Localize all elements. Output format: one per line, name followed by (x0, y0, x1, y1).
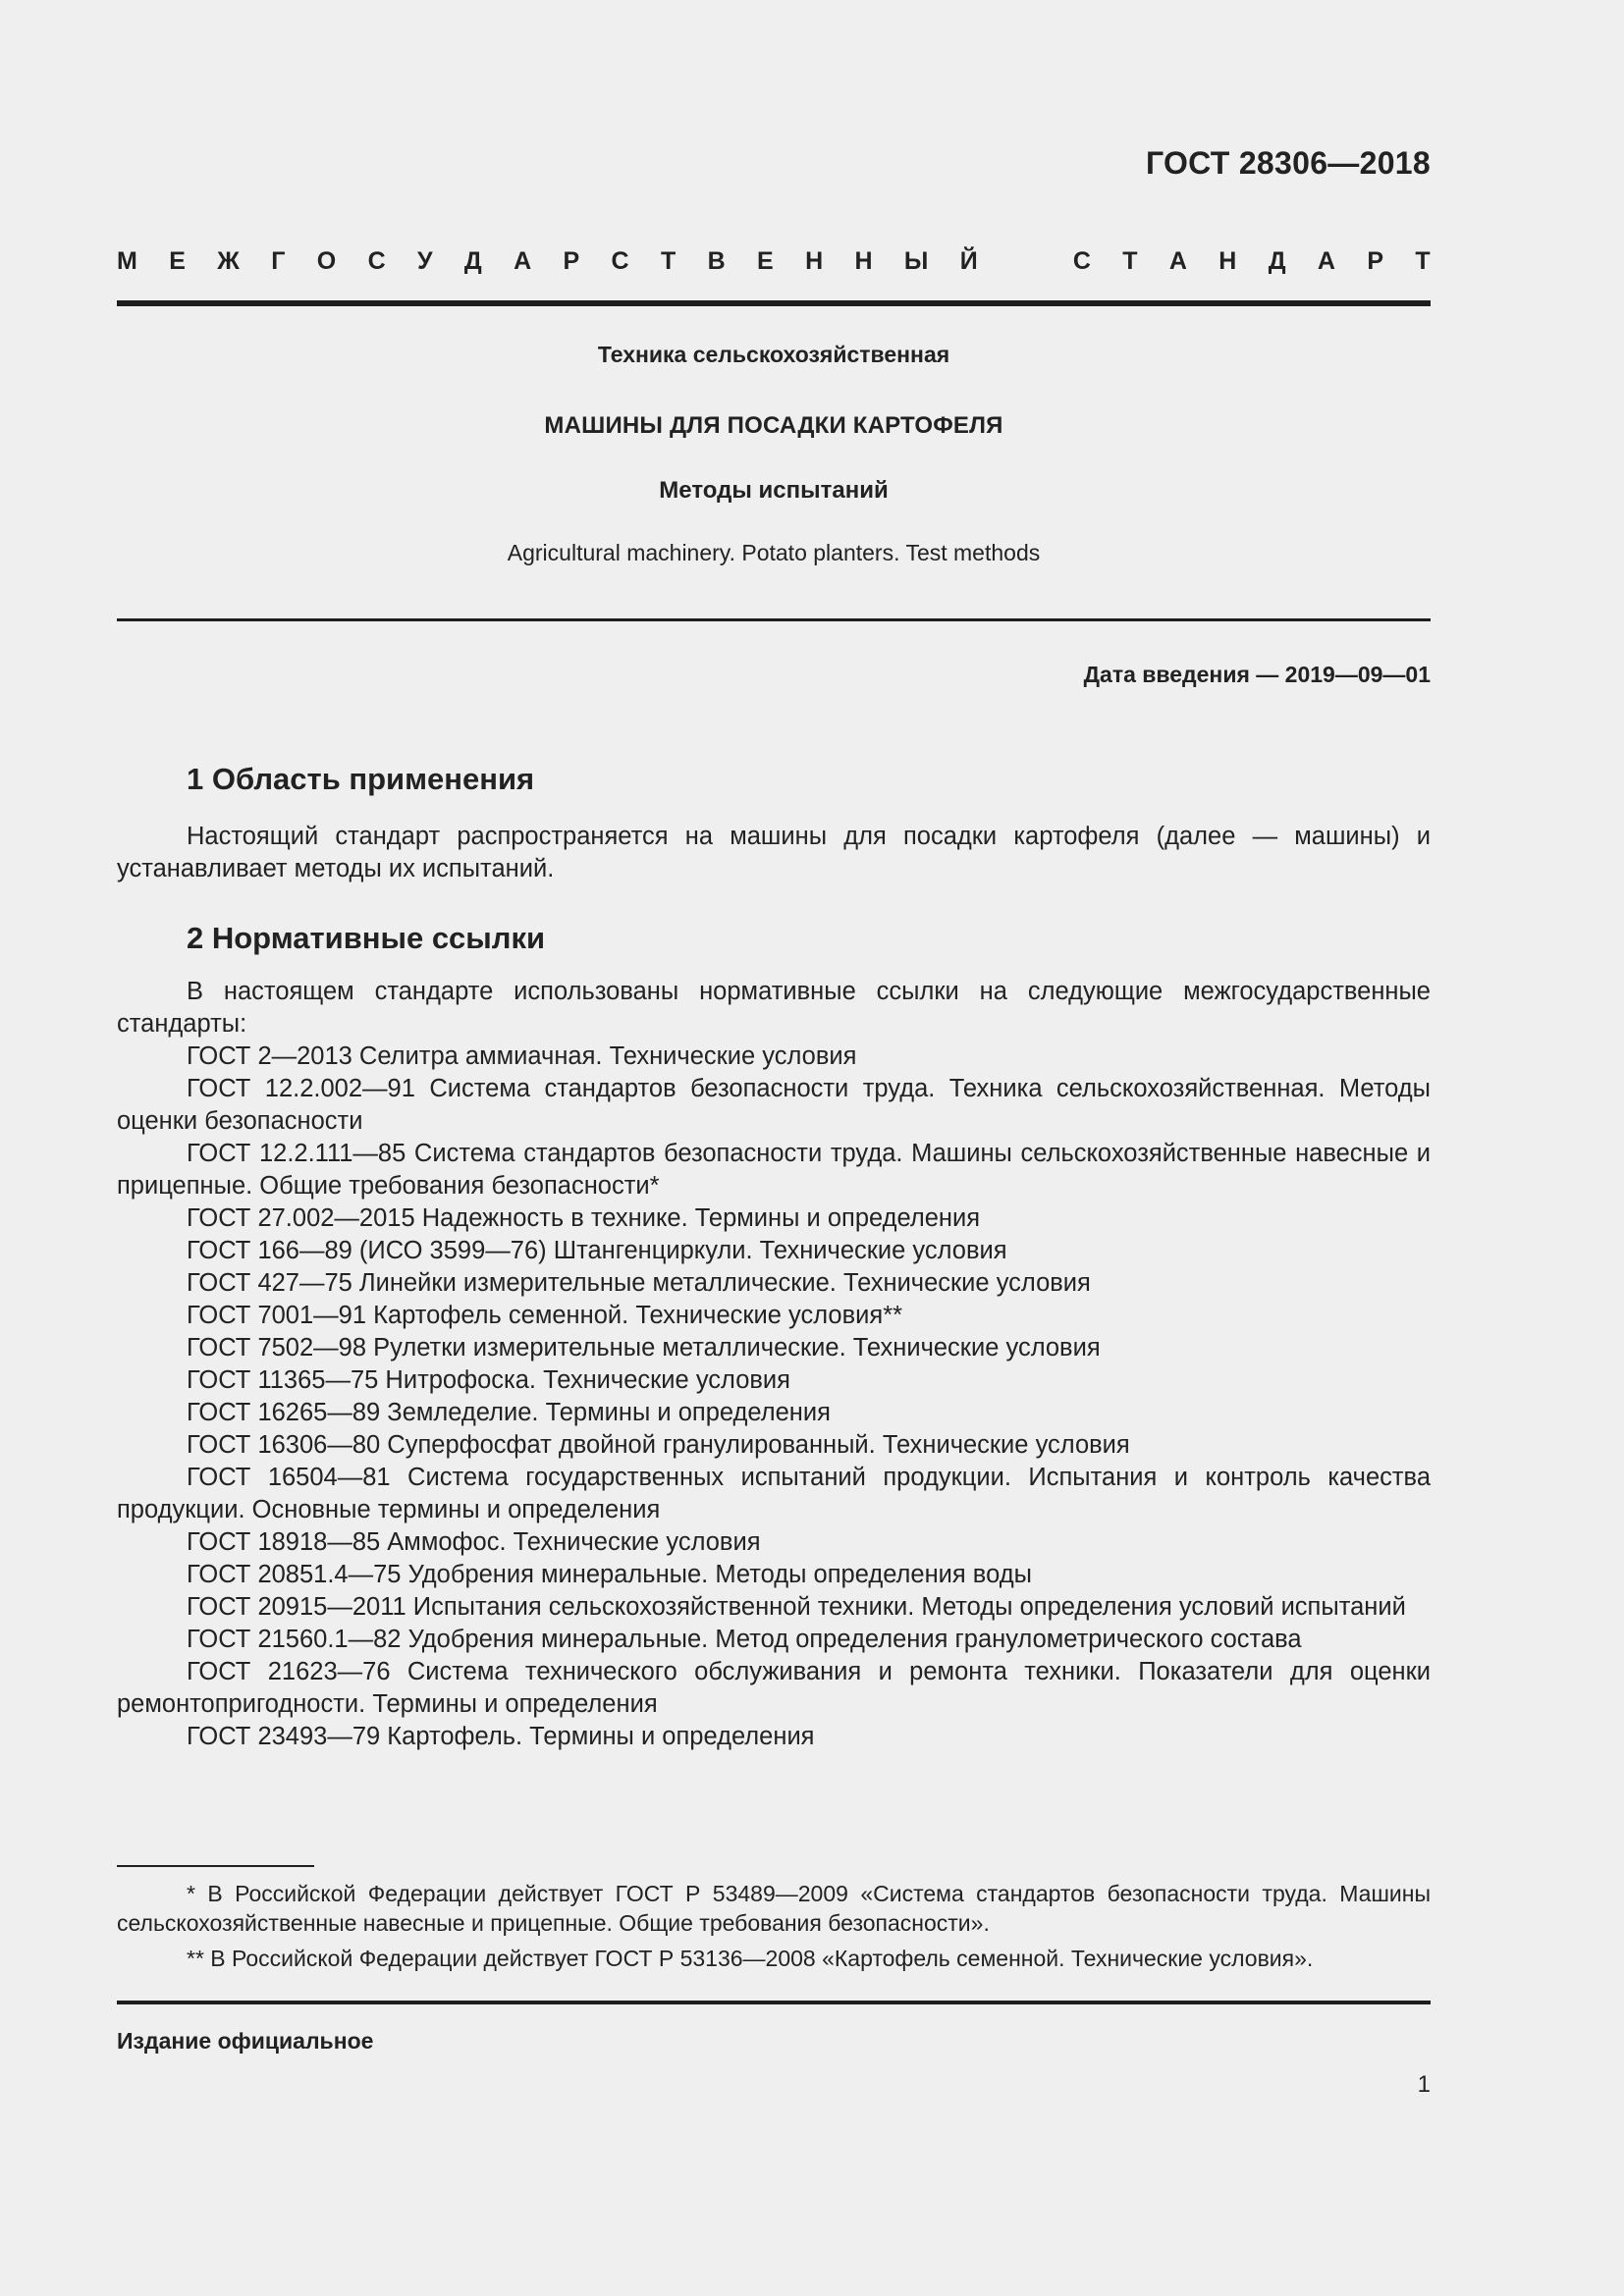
header-rule (117, 300, 1431, 306)
section-1-text: Настоящий стандарт распространяется на машины для посадки картофеля (далее — машины) и устанавливает методы их испытаний. (117, 823, 1431, 882)
reference-item: ГОСТ 2—2013 Селитра аммиачная. Технические условия (187, 1042, 857, 1070)
banner-letter: Н (805, 247, 824, 275)
reference-item: ГОСТ 7502—98 Рулетки измерительные металлические. Технические условия (187, 1334, 1101, 1362)
reference-item: ГОСТ 7001—91 Картофель семенной. Технические условия** (187, 1302, 903, 1329)
banner-letter: Р (1367, 247, 1383, 275)
banner-letter: Р (563, 247, 580, 275)
banner-letter: Т (1415, 247, 1431, 275)
banner-letter: Т (660, 247, 677, 275)
title-methods: Методы испытаний (659, 477, 889, 504)
footnote-item: * В Российской Федерации действует ГОСТ Р 53489—2009 «Система стандартов безопасности труда. Машины сельскохозяйственные навесные и прицепные. Общие требования безопасности». (117, 1881, 1431, 1936)
footer-rule (117, 2001, 1431, 2004)
banner-letter: О (316, 247, 337, 275)
page-number: 1 (1417, 2071, 1431, 2098)
footnote-item: ** В Российской Федерации действует ГОСТ Р 53136—2008 «Картофель семенной. Технические условия». (187, 1946, 1314, 1971)
footnotes (117, 1879, 1431, 1979)
section-2-intro: В настоящем стандарте использованы нормативные ссылки на следующие межгосударственные стандарты: (117, 978, 1431, 1038)
reference-item: ГОСТ 23493—79 Картофель. Термины и определения (187, 1723, 815, 1750)
banner-letter: Н (1218, 247, 1237, 275)
introduction-date: Дата введения — 2019—09—01 (1083, 662, 1431, 687)
title-rule (117, 618, 1431, 621)
banner-letter: Г (271, 247, 286, 275)
reference-item: ГОСТ 16265—89 Земледелие. Термины и определения (187, 1399, 831, 1426)
gost-number: ГОСТ 28306—2018 (1145, 145, 1431, 181)
banner-letter: Ы (903, 247, 929, 275)
section-2-heading: 2 Нормативные ссылки (187, 921, 546, 955)
reference-item: ГОСТ 16504—81 Система государственных испытаний продукции. Испытания и контроль качества продукции. Основные термины и определения (117, 1464, 1431, 1523)
reference-item: ГОСТ 21560.1—82 Удобрения минеральные. Метод определения гранулометрического состава (187, 1626, 1302, 1653)
title-english: Agricultural machinery. Potato planters. Test methods (507, 540, 1041, 565)
reference-item: ГОСТ 16306—80 Суперфосфат двойной гранулированный. Технические условия (187, 1431, 1130, 1459)
reference-item: ГОСТ 11365—75 Нитрофоска. Технические условия (187, 1366, 790, 1394)
banner-letter: У (416, 247, 433, 275)
banner-letter: Й (959, 247, 978, 275)
reference-item: ГОСТ 27.002—2015 Надежность в технике. Термины и определения (187, 1204, 981, 1232)
reference-item: ГОСТ 12.2.111—85 Система стандартов безопасности труда. Машины сельскохозяйственные навесные и прицепные. Общие требования безопасности* (117, 1140, 1431, 1200)
banner-letter: В (707, 247, 726, 275)
title-category: Техника сельскохозяйственная (597, 342, 950, 367)
banner-letter: С (367, 247, 386, 275)
banner-letter: Е (757, 247, 774, 275)
banner-letter: С (611, 247, 629, 275)
edition-label: Издание официальное (117, 2028, 374, 2054)
banner-letter: А (514, 247, 532, 275)
banner-letter: Ж (217, 247, 240, 275)
banner-letter: Н (854, 247, 873, 275)
reference-item: ГОСТ 20915—2011 Испытания сельскохозяйственной техники. Методы определения условий испытаний (187, 1593, 1406, 1621)
reference-item: ГОСТ 18918—85 Аммофос. Технические условия (187, 1528, 761, 1556)
title-main: МАШИНЫ ДЛЯ ПОСАДКИ КАРТОФЕЛЯ (544, 412, 1003, 439)
reference-item: ГОСТ 20851.4—75 Удобрения минеральные. Методы определения воды (187, 1561, 1032, 1588)
banner-letter: Е (169, 247, 186, 275)
reference-item: ГОСТ 166—89 (ИСО 3599—76) Штангенциркули. Технические условия (187, 1237, 1007, 1264)
standard-banner (117, 247, 1431, 276)
footnote-rule (117, 1865, 314, 1867)
reference-item: ГОСТ 427—75 Линейки измерительные металлические. Технические условия (187, 1269, 1091, 1297)
reference-item: ГОСТ 21623—76 Система технического обслуживания и ремонта техники. Показатели для оценки ремонтопригодности. Термины и определения (117, 1658, 1431, 1718)
banner-letter: Д (463, 247, 482, 275)
banner-letter: А (1317, 247, 1335, 275)
document-body (117, 760, 1431, 1753)
banner-letter: Д (1268, 247, 1286, 275)
banner-letter: Т (1122, 247, 1138, 275)
section-1-heading: 1 Область применения (187, 762, 535, 796)
references-list (117, 1041, 1431, 1753)
banner-letter: М (117, 247, 137, 275)
reference-item: ГОСТ 12.2.002—91 Система стандартов безопасности труда. Техника сельскохозяйственная. Методы оценки безопасности (117, 1075, 1431, 1135)
banner-letter: С (1072, 247, 1091, 275)
banner-letter: А (1168, 247, 1187, 275)
